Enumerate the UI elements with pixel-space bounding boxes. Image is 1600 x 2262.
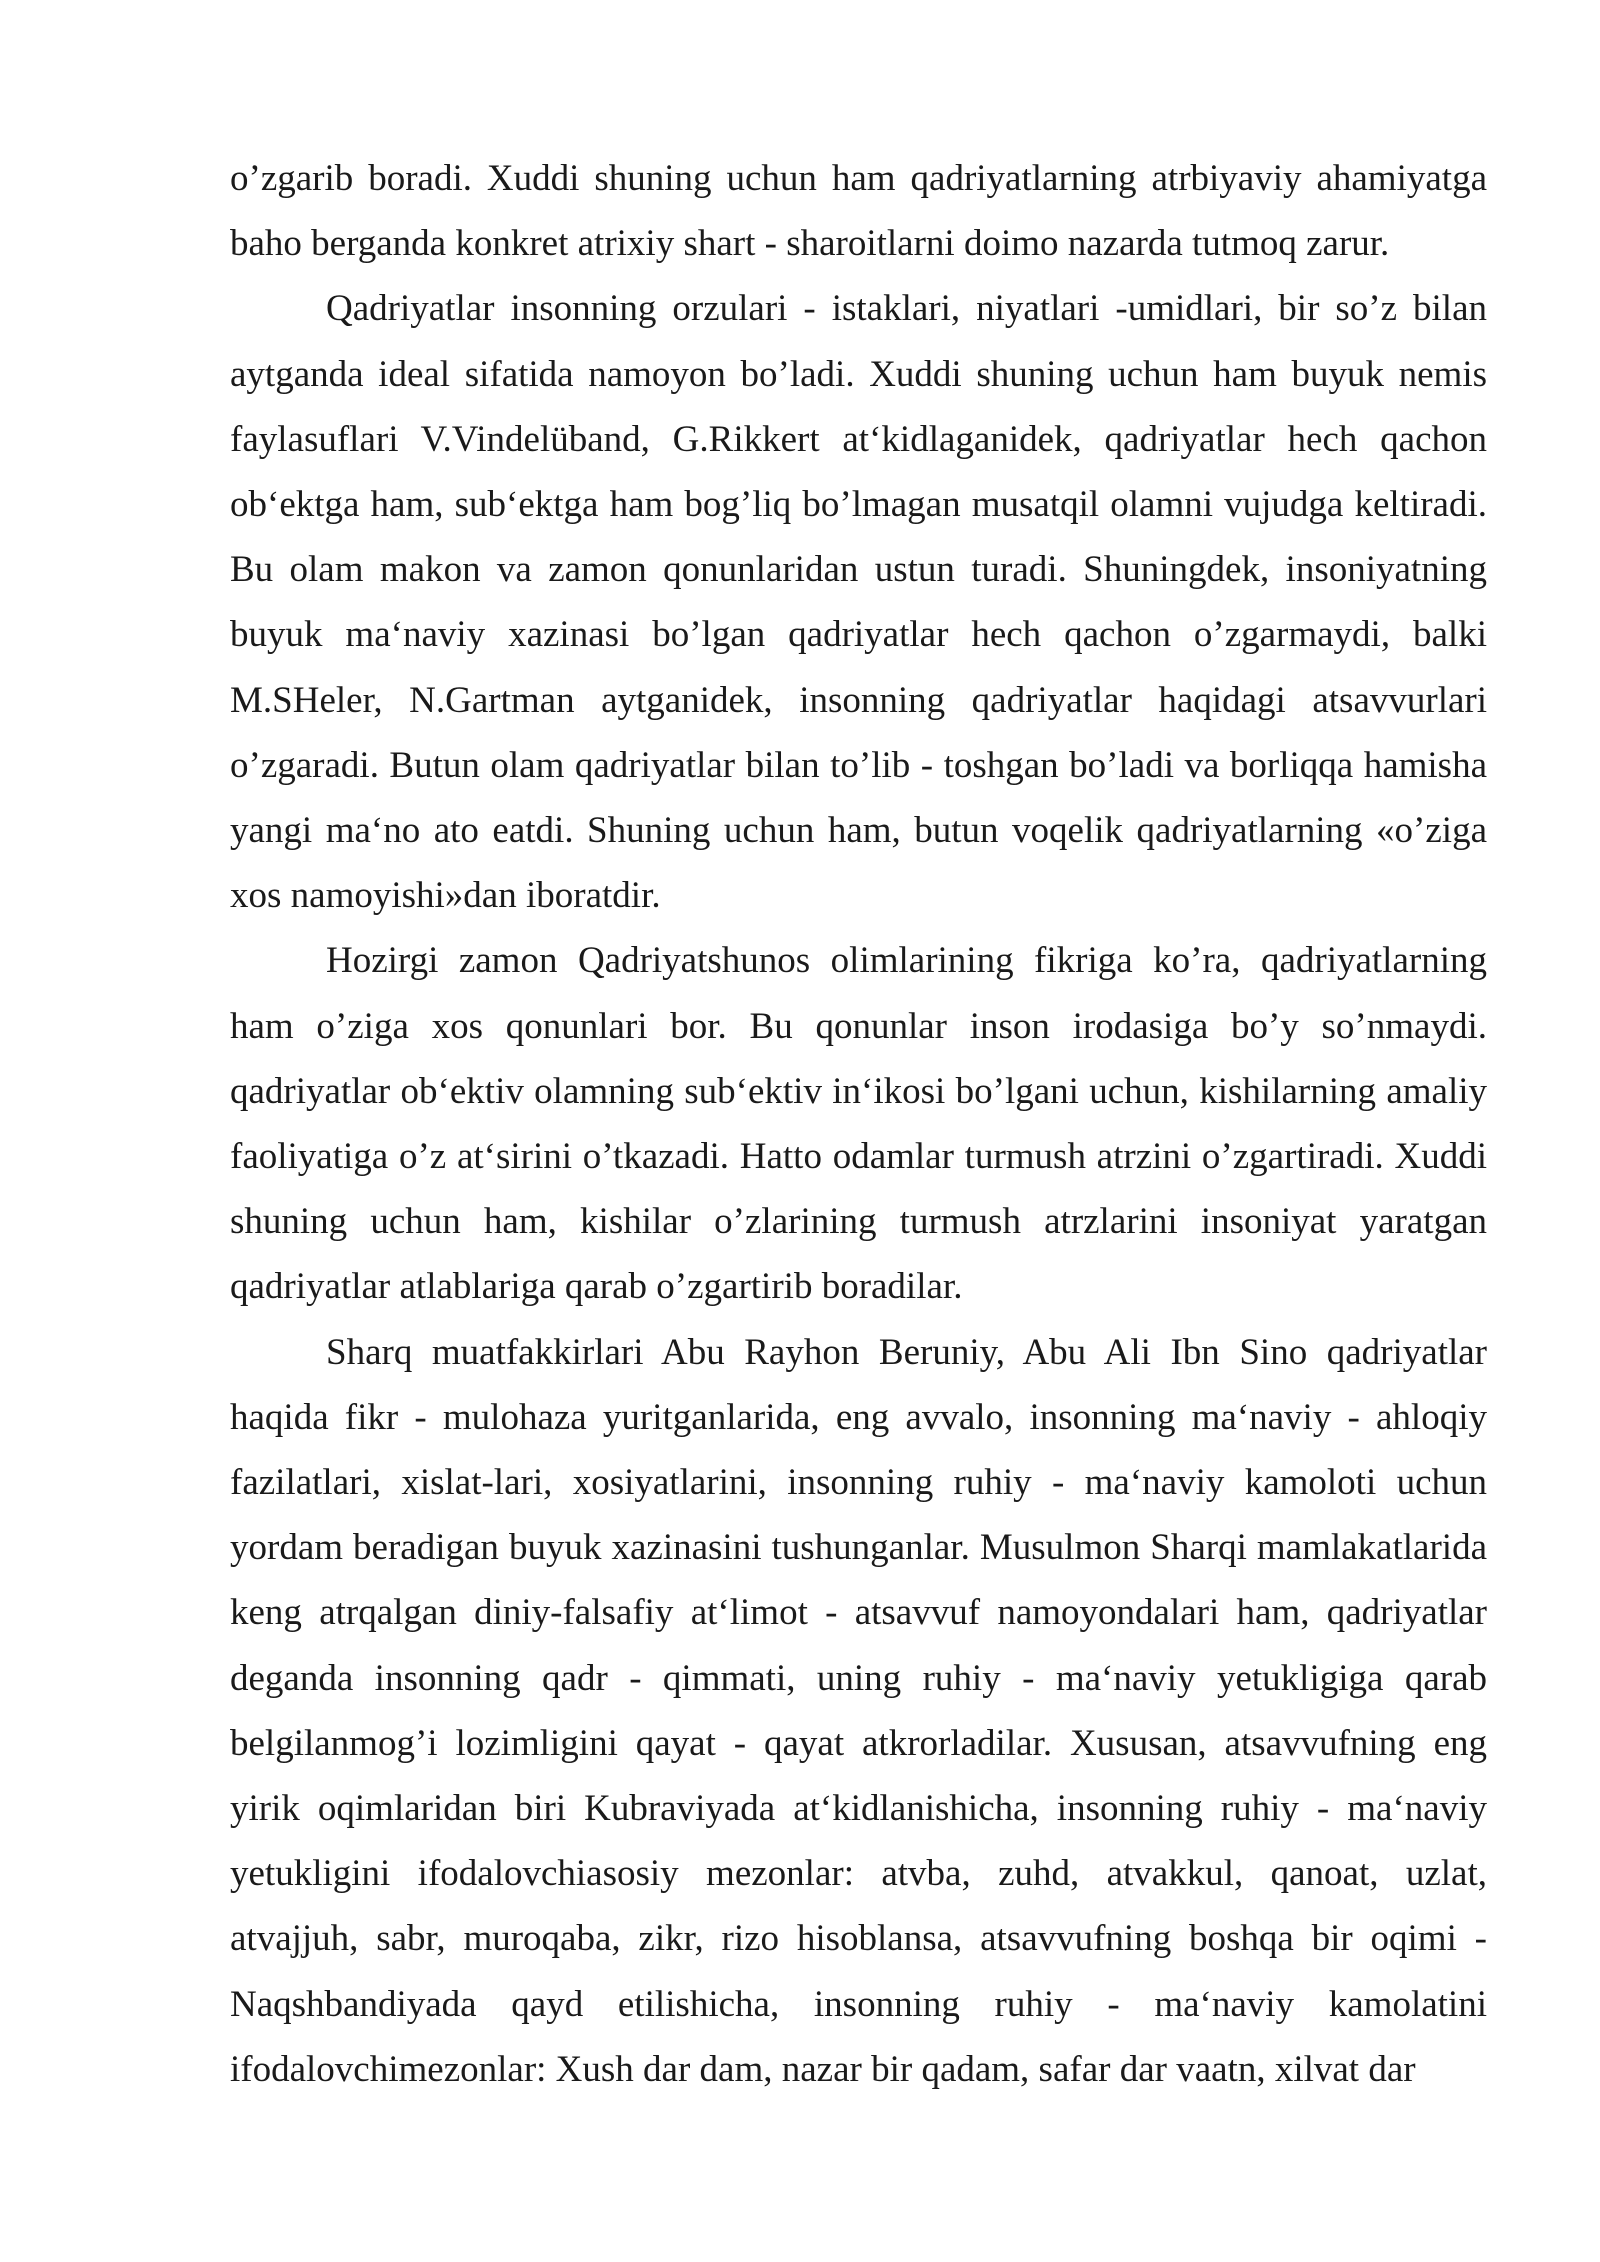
paragraph-continuation: o’zgarib boradi. Xuddi shuning uchun ham qadriyatlarning atrbiyaviy ahamiyatga baho berganda konkret atrixiy shart - sharoitlarni doimo nazarda tutmoq zarur. — [230, 158, 1487, 265]
paragraph-sharq-mutafakkirlari: Sharq muatfakkirlari Abu Rayhon Beruniy, Abu Ali Ibn Sino qadriyatlar haqida fikr - mulohaza yuritganlarida, eng avvalo, insonning ma‘naviy - ahloqiy fazilatlari, xislat-lari, xosiyatlarini, insonning ruhiy - ma‘naviy kamoloti uchun yordam beradigan buyuk xazinasini tushunganlar. Musulmon Sharqi mamlakatlarida keng atrqalgan diniy-falsafiy at‘limot - atsavvuf namoyondalari ham, qadriyatlar deganda insonning qadr - qimmati, uning ruhiy - ma‘naviy yetukligiga qarab belgilanmog’i lozimligini qayat - qayat atkrorladilar. Xususan, atsavvufning eng yirik oqimlaridan biri Kubraviyada at‘kidlanishicha, insonning ruhiy - ma‘naviy yetukligini ifodalovchiasosiy mezonlar: atvba, zuhd, atvakkul, qanoat, uzlat, atvajjuh, sabr, muroqaba, zikr, rizo hisoblansa, atsavvufning boshqa bir oqimi - Naqshbandiyada qayd etilishicha, insonning ruhiy - ma‘naviy kamolatini ifodalovchimezonlar: Xush dar dam, nazar bir qadam, safar dar vaatn, xilvat dar — [230, 1331, 1487, 2090]
paragraph-qadriyatlar-ideal: Qadriyatlar insonning orzulari - istaklari, niyatlari -umidlari, bir so’z bilan aytganda ideal sifatida namoyon bo’ladi. Xuddi shuning uchun ham buyuk nemis faylasuflari V.Vindelüband, G.Rikkert at‘kidlaganidek, qadriyatlar hech qachon ob‘ektga ham, sub‘ektga ham bog’liq bo’lmagan musatqil olamni vujudga keltiradi. Bu olam makon va zamon qonunlaridan ustun turadi. Shuningdek, insoniyatning buyuk ma‘naviy xazinasi bo’lgan qadriyatlar hech qachon o’zgarmaydi, balki M.SHeler, N.Gartman aytganidek, insonning qadriyatlar haqidagi atsavvurlari o’zgaradi. Butun olam qadriyatlar bilan to’lib - toshgan bo’ladi va borliqqa hamisha yangi ma‘no ato eatdi. Shuning uchun ham, butun voqelik qadriyatlarning «o’ziga xos namoyishi»dan iboratdir. — [230, 288, 1487, 917]
paragraph-qadriyatlar-qonunlari: Hozirgi zamon Qadriyatshunos olimlarining fikriga ko’ra, qadriyatlarning ham o’ziga xos qonunlari bor. Bu qonunlar inson irodasiga bo’y so’nmaydi. qadriyatlar ob‘ektiv olamning sub‘ektiv in‘ikosi bo’lgani uchun, kishilarning amaliy faoliyatiga o’z at‘sirini o’tkazadi. Hatto odamlar turmush atrzini o’zgartiradi. Xuddi shuning uchun ham, kishilar o’zlarining turmush atrzlarini insoniyat yaratgan qadriyatlar atlablariga qarab o’zgartirib boradilar. — [230, 940, 1487, 1308]
document-body — [230, 146, 1487, 2102]
